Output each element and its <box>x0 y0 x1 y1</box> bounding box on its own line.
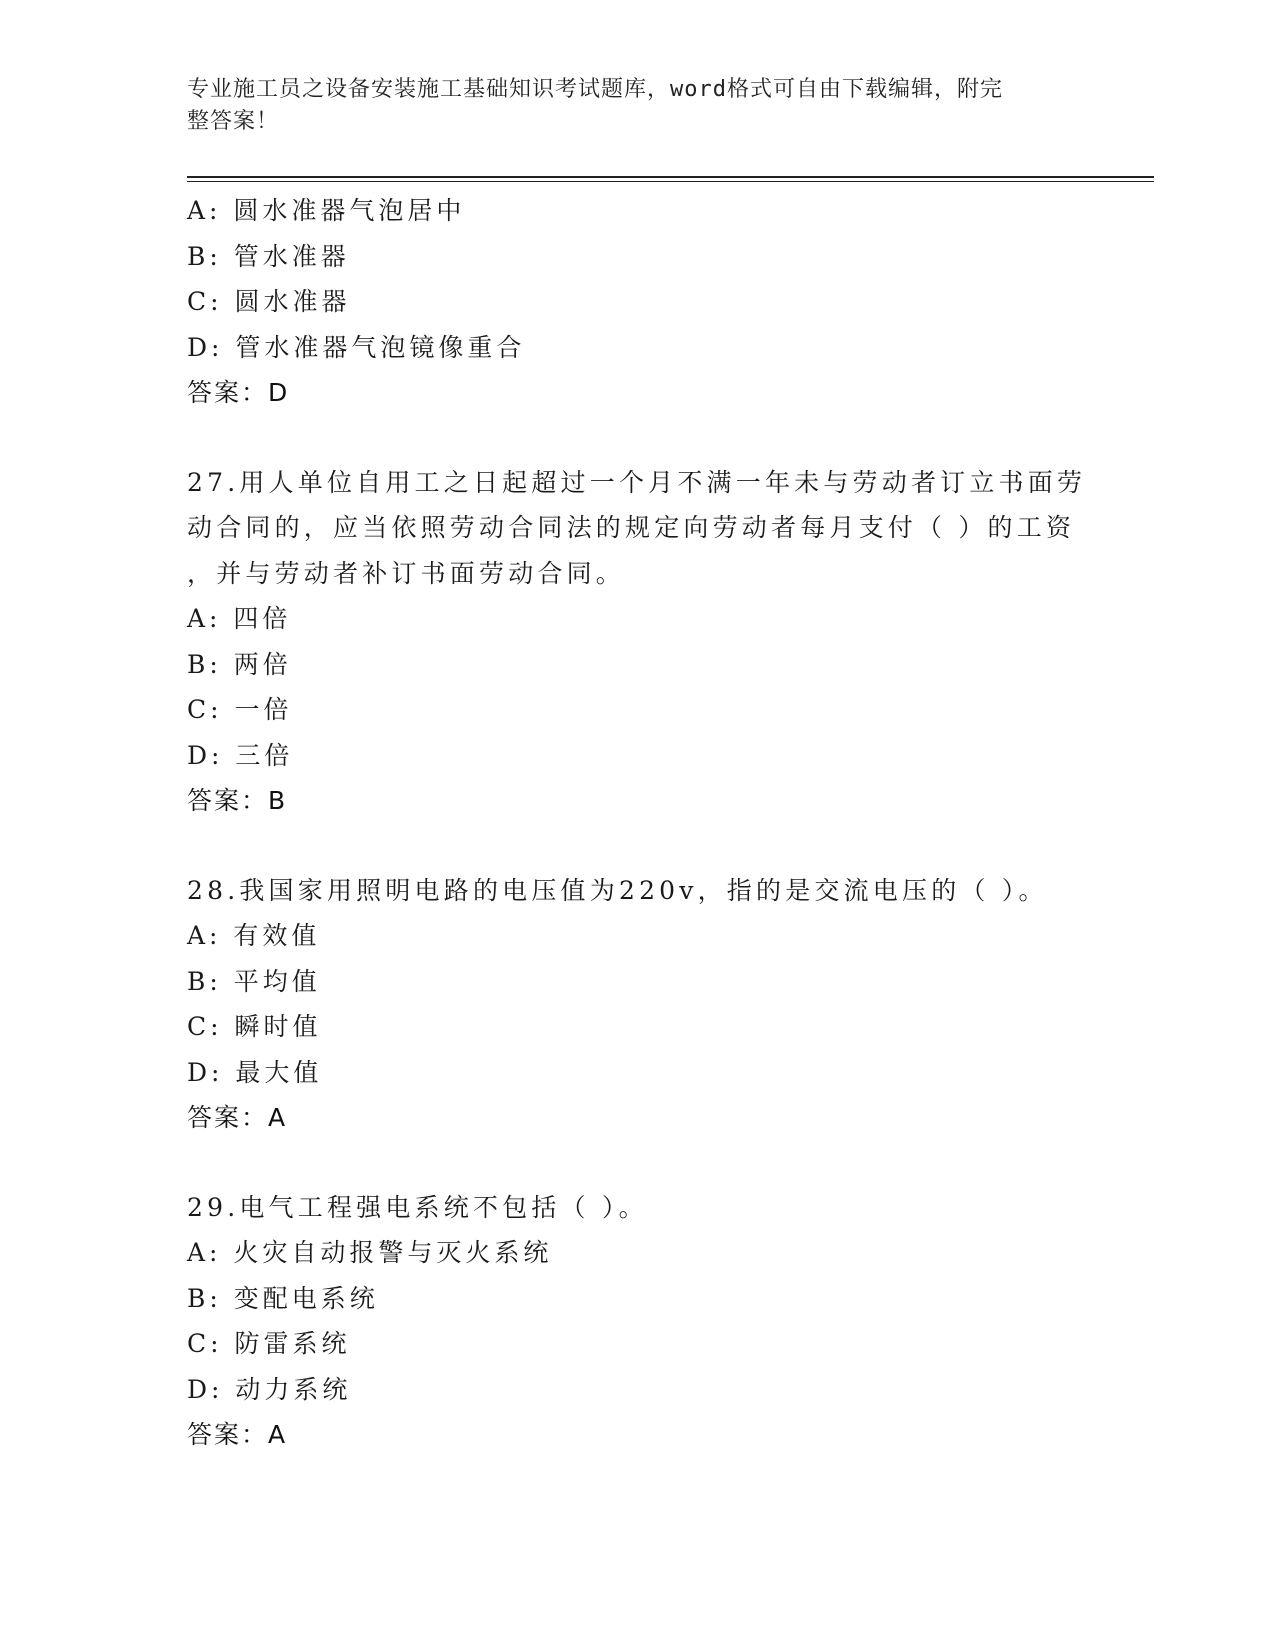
option-b: B: 变配电系统 <box>187 1283 379 1313</box>
option-b: B: 两倍 <box>187 649 292 679</box>
option-a: A: 火灾自动报警与灭火系统 <box>187 1238 553 1267</box>
option-a: A: 四倍 <box>187 604 292 633</box>
option-c: C: 圆水准器 <box>187 287 351 316</box>
answer-line: 答案：D <box>187 378 290 407</box>
question-block-29 <box>187 1185 1087 1458</box>
document-header <box>187 74 1077 138</box>
question-block-26 <box>187 188 1087 416</box>
option-c: C: 瞬时值 <box>187 1012 322 1041</box>
answer-line: 答案：A <box>187 1420 288 1449</box>
question-text-line: ，并与劳动者补订书面劳动合同。 <box>187 558 626 588</box>
question-text-line: 28.我国家用照明电路的电压值为220v，指的是交流电压的（ ）。 <box>187 875 1048 905</box>
answer-line: 答案：A <box>187 1103 288 1132</box>
question-text <box>187 868 1087 914</box>
option-d: D: 管水准器气泡镜像重合 <box>187 332 526 362</box>
spacer <box>187 824 1087 868</box>
question-block-27 <box>187 460 1087 824</box>
option-c: C: 防雷系统 <box>187 1329 351 1358</box>
option-d: D: 动力系统 <box>187 1374 352 1404</box>
option-a: A: 圆水准器气泡居中 <box>187 196 466 225</box>
spacer <box>187 416 1087 460</box>
question-text-line: 动合同的，应当依照劳动合同法的规定向劳动者每月支付（ ）的工资 <box>187 513 1076 542</box>
question-list <box>187 188 1087 1458</box>
header-line-1: 专业施工员之设备安装施工基础知识考试题库，word格式可自由下载编辑，附完 <box>187 77 1003 102</box>
question-block-28 <box>187 868 1087 1141</box>
question-text-line: 29.电气工程强电系统不包括（ ）。 <box>187 1192 648 1222</box>
question-text-line: 27.用人单位自用工之日起超过一个月不满一年未与劳动者订立书面劳 <box>187 467 1087 497</box>
option-b: B: 平均值 <box>187 966 321 996</box>
header-line-2: 整答案！ <box>187 109 280 134</box>
option-c: C: 一倍 <box>187 695 293 724</box>
option-b: B: 管水准器 <box>187 241 350 271</box>
question-text <box>187 460 1087 597</box>
option-a: A: 有效值 <box>187 921 321 950</box>
answer-line: 答案：B <box>187 786 288 815</box>
spacer <box>187 1141 1087 1185</box>
question-text <box>187 1185 1087 1231</box>
option-d: D: 三倍 <box>187 740 294 770</box>
option-d: D: 最大值 <box>187 1057 323 1087</box>
header-divider <box>187 176 1154 182</box>
